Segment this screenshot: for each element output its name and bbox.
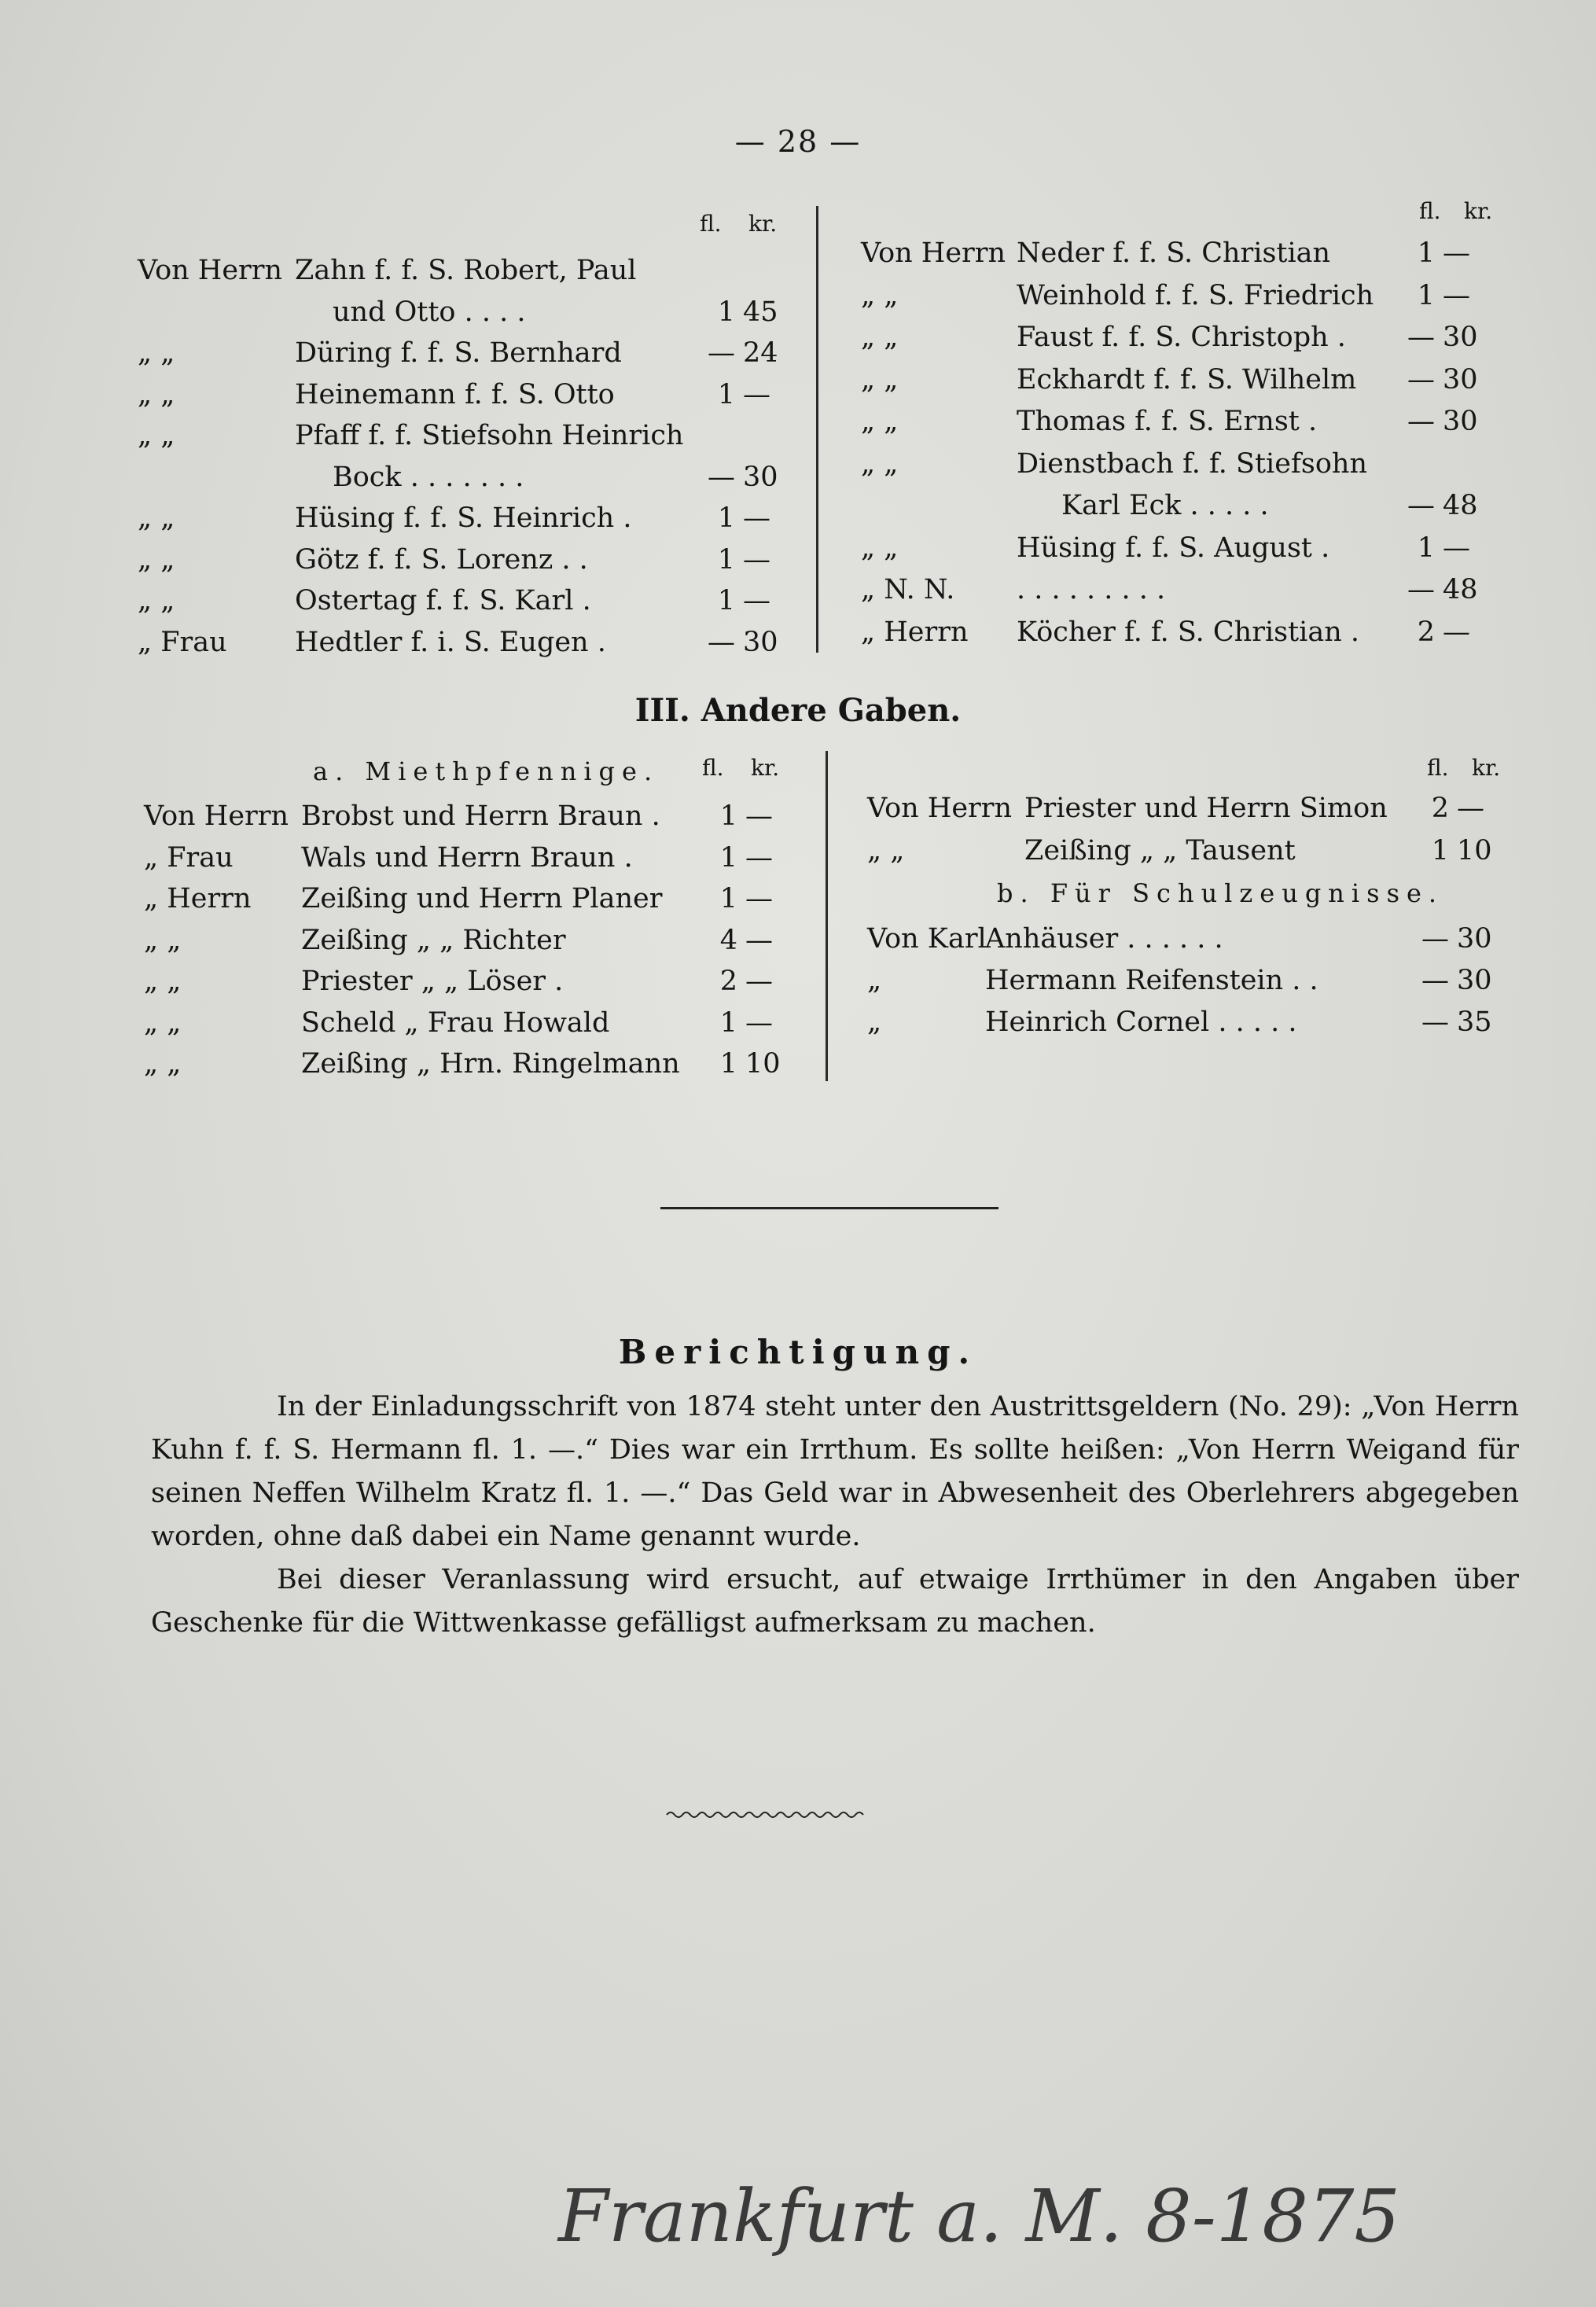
- entry-prefix: „ „: [144, 1048, 182, 1080]
- entry-name: Weinhold f. f. S. Friedrich: [1017, 279, 1374, 311]
- entry-name: Neder f. f. S. Christian: [1017, 237, 1331, 269]
- entry-kr: 48: [1443, 574, 1478, 605]
- page-number: — 28 —: [734, 124, 862, 159]
- entry-kr: —: [743, 502, 770, 534]
- entry-prefix: „ Frau: [138, 626, 227, 658]
- sec3-left-fl-header: fl.: [702, 755, 724, 781]
- entry-prefix: „ „: [138, 543, 175, 576]
- entry-name: Priester und Herrn Simon: [1024, 793, 1388, 824]
- entry-row: [861, 401, 1506, 442]
- entry-name: Priester „ „ Löser .: [301, 966, 564, 997]
- entry-row: [867, 918, 1512, 959]
- entry-row: [138, 457, 790, 498]
- wavy-rule: [667, 1810, 863, 1819]
- entry-row: [144, 961, 796, 1002]
- berichtigung-paragraph-1: In der Einladungsschrift von 1874 steht unter den Austrittsgeldern (No. 29): „Von Herrn Kuhn f. f. S. Hermann fl. 1. —.“ Dies war ein Irrthum. Es sollte heißen: „Von Herrn Weigand für seinen Neffen Wilhelm Kratz fl. 1. —.“ Das Geld war in Abwesenheit des Oberlehrers abgegeben worden, ohne daß dabei ein Name genannt wurde.: [151, 1391, 1519, 1552]
- entry-kr: 30: [1443, 363, 1478, 396]
- section-title: III. Andere Gaben.: [634, 692, 962, 729]
- entry-prefix: Von Herrn: [138, 255, 283, 286]
- entry-fl: —: [1407, 490, 1435, 521]
- entry-fl: —: [1407, 322, 1435, 353]
- entry-row: [867, 830, 1512, 871]
- entry-row: [867, 1002, 1512, 1043]
- entry-prefix: „ „: [861, 279, 899, 311]
- entry-row: [861, 275, 1506, 316]
- entry-name: Köcher f. f. S. Christian .: [1017, 616, 1360, 648]
- entry-row: [138, 250, 790, 291]
- entry-name: Zeißing „ „ Richter: [301, 924, 566, 956]
- entry-kr: —: [1443, 616, 1470, 648]
- entry-row: [861, 528, 1506, 568]
- entry-fl: —: [1407, 574, 1435, 605]
- entry-row: [861, 569, 1506, 610]
- entry-prefix: Von Karl: [867, 923, 987, 955]
- entry-name: Scheld „ Frau Howald: [301, 1006, 610, 1039]
- entry-row: [138, 415, 790, 456]
- separator-rule: [660, 1207, 998, 1209]
- entry-name: Hüsing f. f. S. Heinrich .: [295, 502, 632, 534]
- entry-fl: —: [708, 461, 735, 493]
- entry-kr: —: [745, 924, 773, 956]
- entry-name: Hermann Reifenstein . .: [985, 965, 1318, 996]
- entry-fl: 1: [719, 800, 737, 832]
- entry-name: Wals und Herrn Braun .: [301, 841, 633, 874]
- entry-row: [867, 788, 1512, 829]
- entry-name: Anhäuser . . . . . .: [985, 923, 1223, 955]
- entry-row: [861, 359, 1506, 400]
- entry-kr: —: [745, 966, 773, 997]
- entry-prefix: „: [867, 965, 882, 996]
- entry-kr: 35: [1457, 1006, 1492, 1038]
- berichtigung-text: [151, 1385, 1519, 1645]
- entry-row: [144, 878, 796, 919]
- left-fl-header: fl.: [700, 211, 722, 237]
- entry-name: Thomas f. f. S. Ernst .: [1017, 406, 1318, 437]
- right-kr-header: kr.: [1464, 198, 1493, 224]
- entry-kr: —: [745, 800, 773, 832]
- entry-kr: —: [1443, 532, 1470, 564]
- subsection-b-title: b. Für Schulzeugnisse.: [997, 878, 1444, 908]
- entry-fl: 2: [1417, 616, 1435, 648]
- entry-prefix: „ „: [861, 406, 899, 437]
- entry-fl: —: [708, 337, 735, 369]
- entry-name: Heinrich Cornel . . . . .: [985, 1006, 1297, 1038]
- column-divider-section3: [826, 751, 828, 1081]
- entry-kr: 30: [1457, 965, 1492, 996]
- entry-kr: —: [745, 841, 773, 874]
- entry-row: [861, 443, 1506, 484]
- entry-row: [144, 837, 796, 878]
- entry-fl: —: [1421, 965, 1449, 996]
- entry-prefix: Von Herrn: [861, 237, 1006, 269]
- entry-fl: —: [1407, 363, 1435, 396]
- entry-kr: 30: [743, 626, 778, 658]
- entry-prefix: „: [867, 1006, 882, 1038]
- entry-name: Karl Eck . . . . .: [1061, 490, 1269, 521]
- entry-fl: —: [1407, 406, 1435, 437]
- entry-kr: —: [1443, 237, 1470, 269]
- entry-kr: 10: [1457, 835, 1492, 867]
- berichtigung-title: Berichtigung.: [618, 1333, 978, 1371]
- berichtigung-paragraph-2: Bei dieser Veranlassung wird ersucht, auf etwaige Irrthümer in den Angaben über Geschenke für die Wittwenkasse gefälligst aufmerksam zu machen.: [151, 1564, 1519, 1639]
- subsection-a-title: a. Miethpfennige.: [313, 756, 660, 786]
- entry-row: [861, 485, 1506, 526]
- entry-fl: 1: [717, 502, 735, 534]
- entry-kr: —: [743, 378, 770, 410]
- entry-row: [861, 233, 1506, 274]
- handwritten-note-text: Frankfurt a. M. 8-1875: [558, 2174, 1400, 2258]
- entry-row: [138, 580, 790, 621]
- entry-name: Dienstbach f. f. Stiefsohn: [1017, 447, 1368, 480]
- entry-prefix: Von Herrn: [867, 793, 1013, 824]
- entry-kr: 30: [743, 461, 778, 493]
- entry-name: Eckhardt f. f. S. Wilhelm: [1017, 363, 1357, 396]
- entry-prefix: Von Herrn: [144, 800, 289, 832]
- entry-fl: 1: [719, 883, 737, 914]
- entry-row: [144, 796, 796, 837]
- entry-fl: 1: [1417, 532, 1435, 564]
- entry-kr: 24: [743, 337, 778, 369]
- entry-prefix: „ Herrn: [144, 883, 252, 914]
- entry-fl: 2: [719, 966, 737, 997]
- right-fl-header: fl.: [1419, 198, 1441, 224]
- entry-fl: —: [1421, 923, 1449, 955]
- entry-prefix: „ „: [138, 337, 175, 369]
- entry-name: Zeißing „ „ Tausent: [1024, 835, 1296, 867]
- entry-name: Ostertag f. f. S. Karl .: [295, 585, 591, 616]
- entry-prefix: „ „: [144, 966, 182, 997]
- entry-fl: 1: [717, 585, 735, 616]
- entry-prefix: „ „: [138, 378, 175, 410]
- entry-name: Götz f. f. S. Lorenz . .: [295, 543, 588, 576]
- entry-fl: 1: [719, 1006, 737, 1039]
- entry-name: Hedtler f. i. S. Eugen .: [295, 626, 606, 658]
- entry-prefix: „ „: [144, 1006, 182, 1039]
- entry-row: [138, 374, 790, 415]
- entry-name: Düring f. f. S. Bernhard: [295, 337, 622, 369]
- entry-kr: —: [743, 585, 770, 616]
- entry-prefix: „ „: [138, 420, 175, 451]
- entry-row: [861, 612, 1506, 653]
- entry-name: Bock . . . . . . .: [333, 461, 524, 493]
- entry-row: [861, 317, 1506, 358]
- entry-kr: 30: [1457, 923, 1492, 955]
- entry-prefix: „ „: [144, 924, 182, 956]
- entry-row: [138, 622, 790, 663]
- entry-name: Brobst und Herrn Braun .: [301, 800, 660, 832]
- entry-prefix: „ Herrn: [861, 616, 969, 648]
- entry-row: [144, 1043, 796, 1084]
- entry-name: Faust f. f. S. Christoph .: [1017, 322, 1346, 353]
- entry-fl: 1: [719, 841, 737, 874]
- column-divider-top: [816, 206, 818, 653]
- entry-name: Pfaff f. f. Stiefsohn Heinrich: [295, 420, 684, 451]
- entry-row: [138, 539, 790, 580]
- entry-fl: 4: [719, 924, 737, 956]
- entry-name: Hüsing f. f. S. August .: [1017, 532, 1330, 564]
- entry-name: Zeißing „ Hrn. Ringelmann: [301, 1048, 680, 1080]
- entry-kr: —: [1457, 793, 1484, 824]
- entry-name: Zeißing und Herrn Planer: [301, 883, 663, 914]
- entry-fl: —: [708, 626, 735, 658]
- entry-prefix: „ „: [861, 447, 899, 480]
- entry-prefix: „ „: [861, 322, 899, 353]
- entry-fl: 1: [717, 296, 735, 328]
- entry-fl: 1: [1417, 279, 1435, 311]
- entry-kr: —: [743, 543, 770, 576]
- entry-fl: —: [1421, 1006, 1449, 1038]
- entry-kr: 10: [745, 1048, 781, 1080]
- entry-fl: 2: [1431, 793, 1449, 824]
- entry-fl: 1: [1417, 237, 1435, 269]
- entry-row: [138, 292, 790, 333]
- entry-kr: —: [745, 883, 773, 914]
- entry-kr: 30: [1443, 406, 1478, 437]
- entry-name: und Otto . . . .: [333, 296, 526, 328]
- entry-kr: —: [1443, 279, 1470, 311]
- entry-kr: 45: [743, 296, 778, 328]
- left-kr-header: kr.: [748, 211, 778, 237]
- handwritten-note: [550, 2147, 1400, 2280]
- entry-row: [867, 960, 1512, 1001]
- entry-row: [144, 1003, 796, 1043]
- entry-row: [138, 498, 790, 539]
- entry-kr: 48: [1443, 490, 1478, 521]
- sec3-right-fl-header: fl.: [1427, 755, 1449, 781]
- entry-prefix: „ „: [138, 502, 175, 534]
- sec3-left-kr-header: kr.: [751, 755, 780, 781]
- entry-fl: 1: [717, 378, 735, 410]
- entry-prefix: „ „: [138, 585, 175, 616]
- entry-name: . . . . . . . . .: [1017, 574, 1166, 605]
- entry-kr: —: [745, 1006, 773, 1039]
- entry-name: Heinemann f. f. S. Otto: [295, 378, 615, 410]
- entry-prefix: „ Frau: [144, 841, 234, 874]
- entry-fl: 1: [719, 1048, 737, 1080]
- entry-prefix: „ „: [867, 835, 905, 867]
- entry-name: Zahn f. f. S. Robert, Paul: [295, 255, 637, 286]
- entry-fl: 1: [1431, 835, 1449, 867]
- entry-kr: 30: [1443, 322, 1478, 353]
- entry-prefix: „ N. N.: [861, 574, 955, 605]
- entry-row: [138, 333, 790, 373]
- entry-prefix: „ „: [861, 363, 899, 396]
- entry-fl: 1: [717, 543, 735, 576]
- sec3-right-kr-header: kr.: [1472, 755, 1501, 781]
- entry-prefix: „ „: [861, 532, 899, 564]
- entry-row: [144, 920, 796, 961]
